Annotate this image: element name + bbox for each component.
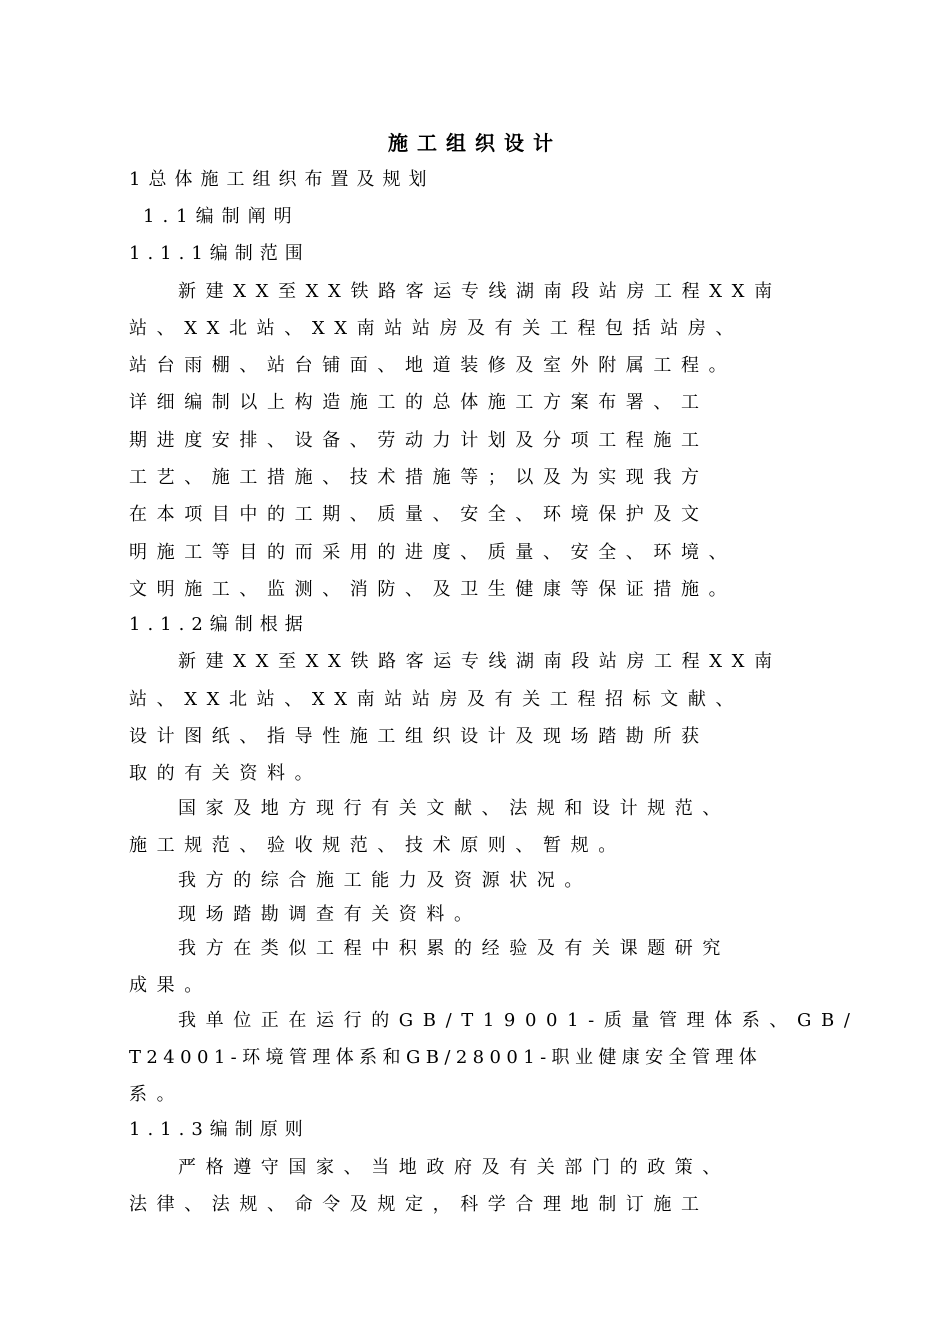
paragraph-line: 在本项目中的工期、质量、安全、环境保护及文 [129,504,709,525]
paragraph-line: 新建XX至XX铁路客运专线湖南段站房工程XX南 [178,651,782,672]
paragraph-line: 期进度安排、设备、劳动力计划及分项工程施工 [129,430,709,451]
paragraph-line: 施工规范、验收规范、技术原则、暂规。 [129,835,626,856]
paragraph-line: T24001-环境管理体系和GB/28001-职业健康安全管理体 [129,1047,763,1068]
paragraph-line: 明施工等目的而采用的进度、质量、安全、环境、 [129,542,737,563]
paragraph-line: 严格遵守国家、当地政府及有关部门的政策、 [178,1157,730,1178]
paragraph-line: 文明施工、监测、消防、及卫生健康等保证措施。 [129,579,737,600]
heading-1-1-1: 1.1.1编制范围 [129,243,310,264]
paragraph-line: 设计图纸、指导性施工组织设计及现场踏勘所获 [129,726,709,747]
paragraph-line: 取的有关资料。 [129,763,323,784]
paragraph-line: 站、XX北站、XX南站站房及有关工程招标文献、 [129,689,744,710]
heading-1-1: 1.1编制阐明 [143,206,300,227]
paragraph-line: 站、XX北站、XX南站站房及有关工程包括站房、 [129,318,744,339]
paragraph-line: 站台雨棚、站台铺面、地道装修及室外附属工程。 [129,355,737,376]
document-title: 施工组织设计 [388,131,562,155]
heading-1-1-2: 1.1.2编制根据 [129,614,310,635]
heading-1: 1总体施工组织布置及规划 [129,169,435,190]
paragraph-line: 国家及地方现行有关文献、法规和设计规范、 [178,798,730,819]
paragraph-line: 我单位正在运行的GB/T19001-质量管理体系、GB/ [178,1010,860,1031]
paragraph-line: 系。 [129,1084,185,1105]
paragraph-line: 成果。 [129,975,212,996]
paragraph-line: 我方在类似工程中积累的经验及有关课题研究 [178,938,730,959]
paragraph-line: 我方的综合施工能力及资源状况。 [178,870,592,891]
paragraph-line: 详细编制以上构造施工的总体施工方案布署、工 [129,392,709,413]
paragraph-line: 工艺、施工措施、技术措施等；以及为实现我方 [129,467,709,488]
paragraph-line: 法律、法规、命令及规定，科学合理地制订施工 [129,1194,709,1215]
paragraph-line: 现场踏勘调查有关资料。 [178,904,482,925]
paragraph-line: 新建XX至XX铁路客运专线湖南段站房工程XX南 [178,281,782,302]
heading-1-1-3: 1.1.3编制原则 [129,1119,310,1140]
